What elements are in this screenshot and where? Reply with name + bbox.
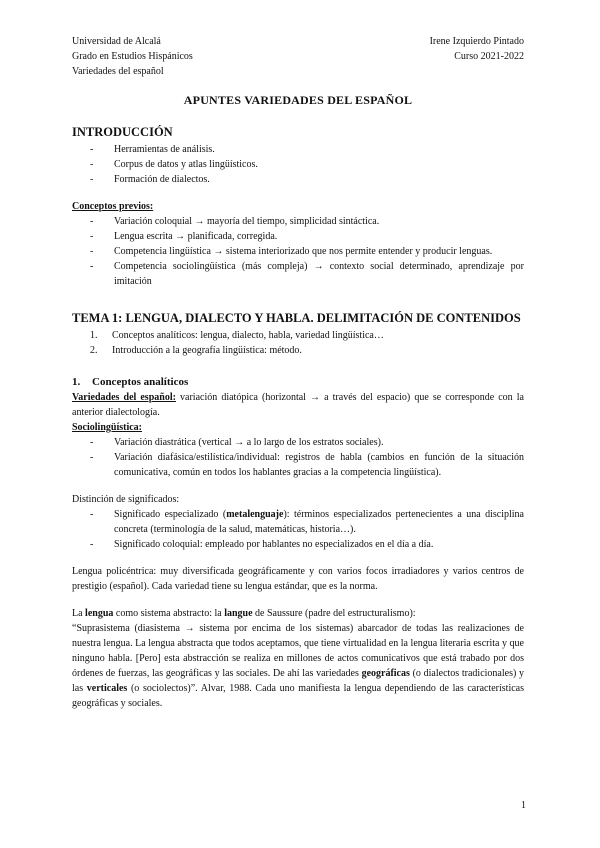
list-item: - Significado coloquial: empleado por hablantes no especializados en el día a día.	[90, 539, 434, 550]
section1-heading: 1. Conceptos analíticos	[72, 375, 189, 388]
lengua-paragraph: La lengua como sistema abstracto: la langue de Saussure (padre del estructuralismo):	[72, 608, 416, 619]
university-name: Universidad de Alcalá	[72, 36, 161, 47]
socio-heading: Sociolingüística:	[72, 422, 143, 433]
alvar-quote: “Suprasistema (diasistema → sistema por encima de los sistemas) abarcador de todas las realizaciones de nuestra lengua. La lengua abstracta que todos aceptamos, que tiene virtualidad en la lengua literaria escrita y que ninguno habla. [Pero] esta abstracción se realiza en millones de actos comunicativos que está trabado por dos órdenes de fuerzas, las geográficas y las sociales. De ahí las variedades geográficas (o dialectos tradicionales) y las verticales (o sociolectos)”. Alvar, 1988. Cada uno manifiesta la lengua dependiendo de las características geográficas y sociales.	[72, 623, 524, 709]
author-name: Irene Izquierdo Pintado	[429, 36, 524, 47]
degree-name: Grado en Estudios Hispánicos	[72, 51, 193, 62]
distincion-label: Distinción de significados:	[72, 494, 180, 505]
tema1-heading: TEMA 1: LENGUA, DIALECTO Y HABLA. DELIMITACIÓN DE CONTENIDOS	[72, 310, 521, 325]
page-number: 1	[521, 800, 526, 811]
variedades-paragraph: Variedades del español: variación diatópica (horizontal → a través del espacio) que se corresponde con la anterior dialectología.	[72, 392, 524, 418]
header-right	[430, 34, 524, 79]
document-page	[72, 34, 524, 711]
socio-list	[72, 435, 524, 480]
intro-heading: INTRODUCCIÓN	[72, 125, 173, 139]
list-item: - Competencia lingüística → sistema interiorizado que nos permite entender y producir lenguas.	[90, 245, 493, 257]
significados-list	[72, 507, 524, 552]
concepts-list	[72, 214, 524, 289]
list-item: - Corpus de datos y atlas lingüísticos.	[90, 158, 258, 170]
list-item: 2. Introducción a la geografía lingüística: método.	[90, 344, 302, 356]
subject-name: Variedades del español	[72, 66, 164, 77]
list-item: 1. Conceptos analíticos: lengua, dialecto, habla, variedad lingüística…	[90, 329, 384, 341]
list-item: - Lengua escrita → planificada, corregida.	[90, 230, 278, 242]
document-header	[72, 34, 524, 79]
policentrica-paragraph: Lengua policéntrica: muy diversificada geográficamente y con varios focos irradiadores y varios centros de prestigio (español). Cada variedad tiene su lengua estándar, que es la norma.	[72, 566, 524, 592]
tema1-list	[72, 328, 524, 358]
document-title: APUNTES VARIEDADES DEL ESPAÑOL	[183, 93, 413, 107]
header-left	[72, 34, 193, 79]
list-item: - Significado especializado (metalenguaje): términos especializados pertenecientes a una disciplina concreta (terminología de la salud, matemáticas, historia…).	[90, 509, 524, 535]
list-item: - Herramientas de análisis.	[90, 143, 215, 155]
concepts-heading: Conceptos previos:	[72, 200, 154, 212]
intro-list	[72, 142, 524, 187]
course-year: Curso 2021-2022	[454, 51, 524, 62]
list-item: - Competencia sociolingüística (más compleja) → contexto social determinado, aprendizaje por imitación	[90, 260, 524, 287]
list-item: - Variación diastrática (vertical → a lo largo de los estratos sociales).	[90, 437, 384, 448]
list-item: - Variación coloquial → mayoría del tiempo, simplicidad sintáctica.	[90, 215, 380, 227]
list-item: - Formación de dialectos.	[90, 173, 210, 185]
list-item: - Variación diafásica/estilística/individual: registros de habla (cambios en función de la situación comunicativa, común en todos los hablantes gracias a la competencia lingüística).	[90, 452, 524, 478]
